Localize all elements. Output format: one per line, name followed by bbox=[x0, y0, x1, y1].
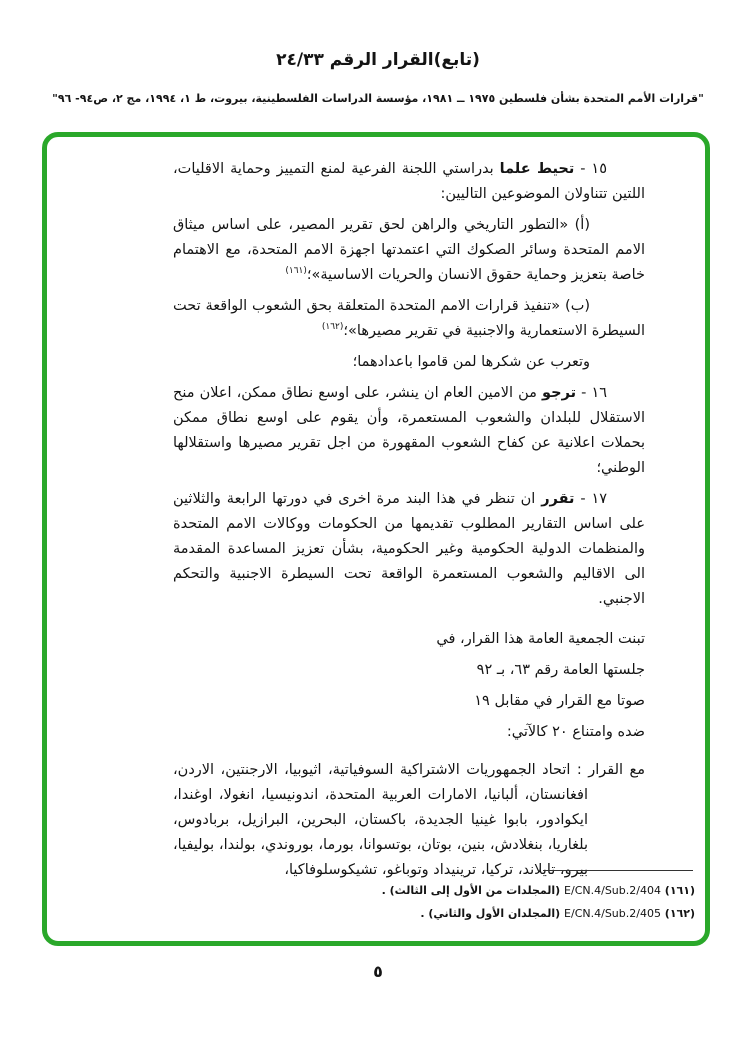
paragraph-thanks bbox=[173, 350, 645, 375]
adoption-line-1: تبنت الجمعية العامة هذا القرار، في bbox=[436, 631, 645, 647]
footnote-162 bbox=[77, 902, 695, 925]
paragraph-thanks-text: وتعرب عن شكرها لمن قاموا باعدادهما؛ bbox=[352, 354, 590, 370]
paragraph-15 bbox=[173, 157, 645, 207]
paragraph-17-lead: تقرر bbox=[541, 491, 575, 507]
footnote-162-doc-ref: E/CN.4/Sub.2/405 bbox=[564, 907, 661, 920]
footnote-161-note: (المجلدات من الأول إلى الثالث) . bbox=[381, 884, 565, 897]
footnote-162-note: (المجلدان الأول والثاني) . bbox=[420, 907, 565, 920]
footnote-161-number: (١٦١) bbox=[660, 884, 695, 897]
paragraph-16 bbox=[173, 381, 645, 481]
adoption-line-4: ضده وامتناع ٢٠ كالآتي: bbox=[506, 724, 645, 740]
paragraph-b-text: «تنفيذ قرارات الامم المتحدة المتعلقة بحق الشعوب الواقعة تحت السيطرة الاستعمارية والاجنبية في تقرير مصيرها»؛ bbox=[173, 298, 645, 339]
paragraph-17-text: ان تنظر في هذا البند مرة اخرى في دورتها الرابعة والثلاثين على اساس التقارير المطلوب تقديمها من الحكومات ووكالات الامم المتحدة والمنظمات الدولية الحكومية وغير الحكومية، بشأن تعزيز المساعدة المقدمة الى الاقاليم والشعوب المستعمرة الواقعة تحت السيطرة الاجنبية والتحكم الاجنبي. bbox=[173, 491, 645, 607]
paragraph-16-number: ١٦ - bbox=[576, 385, 608, 401]
paragraph-16-lead: ترجو bbox=[542, 385, 577, 401]
adoption-line-3: صوتا مع القرار في مقابل ١٩ bbox=[474, 693, 645, 709]
footnote-161 bbox=[77, 879, 695, 902]
footnote-161-doc-ref: E/CN.4/Sub.2/404 bbox=[564, 884, 661, 897]
paragraph-15-lead: تحيط علما bbox=[499, 161, 575, 177]
paragraph-15-text: بدراستي اللجنة الفرعية لمنع التمييز وحماية الاقليات، اللتين تتناولان الموضوعين التاليين: bbox=[173, 161, 645, 202]
page-number: ٥ bbox=[373, 962, 383, 981]
paragraph-a-text: «التطور التاريخي والراهن لحق تقرير المصير، على اساس ميثاق الامم المتحدة وسائر الصكوك التي اعتمدتها اجهزة الامم المتحدة، مع الاهتمام خاصة بتعزيز وحماية حقوق الانسان والحريات الاساسية»؛ bbox=[173, 217, 645, 283]
paragraph-b bbox=[173, 294, 645, 344]
resolution-title: (تابع)القرار الرقم ٢٤/٣٣ bbox=[276, 50, 480, 70]
paragraph-a-number: (أ) bbox=[568, 217, 590, 233]
vote-in-favor-list bbox=[173, 758, 645, 883]
footnote-separator bbox=[543, 870, 693, 871]
vote-label: مع القرار : bbox=[570, 762, 645, 778]
vote-countries: اتحاد الجمهوريات الاشتراكية السوفياتية، اثيوبيا، الارجنتين، الاردن، افغانستان، ألبانيا، الامارات العربية المتحدة، اندونيسيا، انغولا، اوغندا، ايكوادور، بابوا غينيا الجديدة، باكستان، البحرين، البرازيل، بربادوس، بلغاريا، بنغلادش، بنين، بوتان، بوتسوانا، بورما، بوروندي، بولندا، بوليفيا، بيرو، تايلاند، تركيا، ترينيداد وتوباغو، تشيكوسلوفاكيا، bbox=[173, 762, 588, 878]
adoption-line-2: جلستها العامة رقم ٦٣، بـ ٩٢ bbox=[476, 662, 645, 678]
resolution-body bbox=[173, 157, 645, 883]
adoption-statement bbox=[173, 624, 645, 748]
footnotes bbox=[77, 879, 695, 925]
paragraph-a bbox=[173, 213, 645, 288]
footnote-ref-161: (١٦١) bbox=[285, 266, 307, 277]
source-citation: "قرارات الأمم المتحدة بشأن فلسطين ١٩٧٥ ــ ١٩٨١، مؤسسة الدراسات الفلسطينية، بيروت، ط ١، ١٩٩٤، مج ٢، ص٩٤- ٩٦" bbox=[52, 92, 704, 105]
content-frame bbox=[42, 132, 710, 946]
paragraph-17-number: ١٧ - bbox=[574, 491, 608, 507]
paragraph-16-text: من الامين العام ان ينشر، على اوسع نطاق ممكن، اعلان منح الاستقلال للبلدان والشعوب المستعمرة، وأن يقوم على اوسع نطاق ممكن بحملات اعلانية عن كفاح الشعوب المقهورة من اجل تقرير مصيرها واستقلالها الوطني؛ bbox=[173, 385, 645, 476]
paragraph-17 bbox=[173, 487, 645, 612]
footnote-ref-162: (١٦٢) bbox=[321, 322, 344, 333]
footnote-162-number: (١٦٢) bbox=[660, 907, 695, 920]
paragraph-15-number: ١٥ - bbox=[574, 161, 607, 177]
paragraph-b-number: (ب) bbox=[560, 298, 590, 314]
